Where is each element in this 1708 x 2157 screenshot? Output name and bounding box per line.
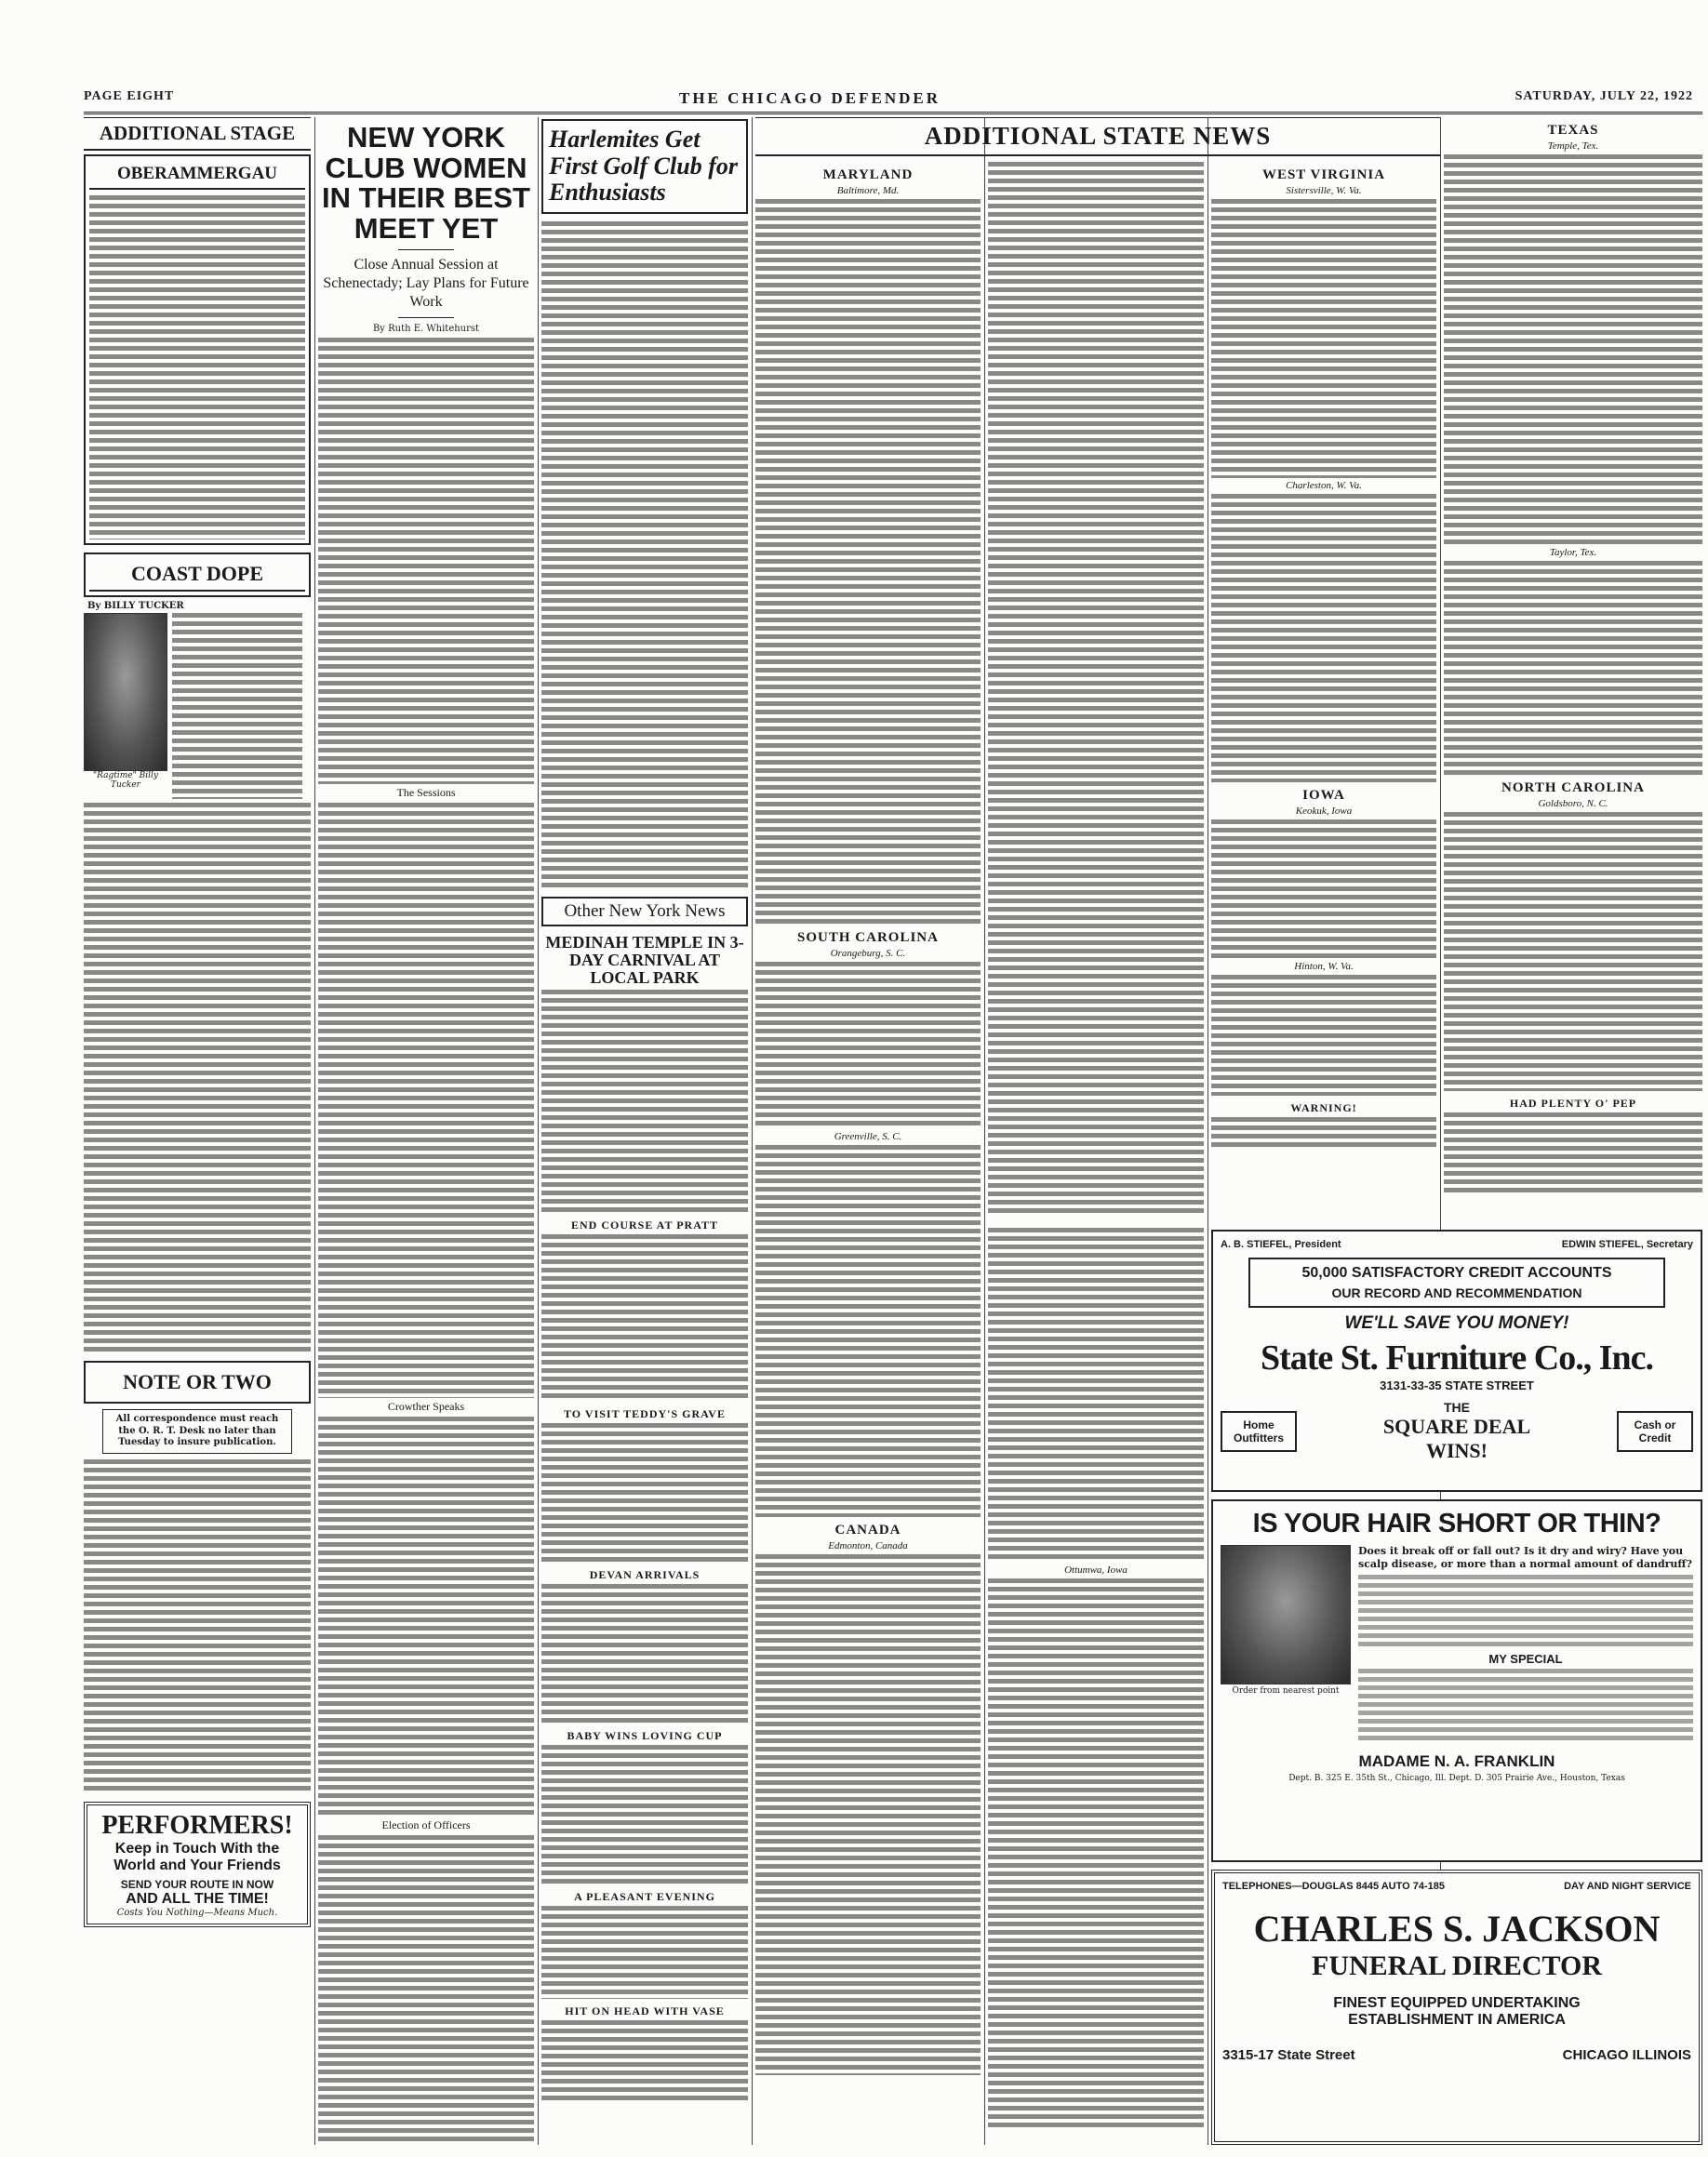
devan-heading: DEVAN ARRIVALS xyxy=(589,1568,701,1582)
maryland-heading: MARYLAND xyxy=(822,167,914,182)
jackson-service: DAY AND NIGHT SERVICE xyxy=(1564,1881,1691,1892)
jackson-phone: TELEPHONES—DOUGLAS 8445 AUTO 74-185 xyxy=(1222,1881,1446,1892)
sc-body xyxy=(755,962,981,1129)
masthead xyxy=(84,86,1702,113)
jackson-ad xyxy=(1211,1870,1702,2145)
maryland-town: Baltimore, Md. xyxy=(836,185,900,196)
franklin-portrait xyxy=(1221,1545,1351,1684)
ottumwa-town: Ottumwa, Iowa xyxy=(1064,1564,1128,1576)
harlem-golf-box xyxy=(541,119,748,214)
column-rule xyxy=(752,117,753,2145)
divider xyxy=(398,317,454,318)
club-women-column xyxy=(318,117,534,2145)
iowa-town: Keokuk, Iowa xyxy=(1295,806,1353,817)
coast-dope-title: COAST DOPE xyxy=(89,558,305,592)
wv-heading: WEST VIRGINIA xyxy=(1261,167,1386,182)
club-women-byline: By Ruth E. Whitehurst xyxy=(372,324,480,335)
furniture-line3: WE'LL SAVE YOU MONEY! xyxy=(1344,1313,1569,1333)
hair-special: MY SPECIAL xyxy=(1488,1651,1563,1666)
had-plenty-body xyxy=(1444,1112,1702,1196)
canada-body xyxy=(755,1554,981,2075)
furniture-left-box: Home Outfitters xyxy=(1221,1411,1297,1452)
page-number: PAGE EIGHT xyxy=(84,89,175,103)
other-ny-news-title: Other New York News xyxy=(541,897,748,926)
maryland-column xyxy=(755,162,981,2143)
evening-body xyxy=(541,1906,748,1999)
note-or-two-title: NOTE OR TWO xyxy=(123,1370,272,1393)
vase-heading: HIT ON HEAD WITH VASE xyxy=(565,2004,725,2018)
lower-state-body-b xyxy=(988,1578,1204,2127)
club-women-body-b xyxy=(318,803,534,1398)
charleston-body xyxy=(1211,494,1436,782)
furniture-mid: WINS! xyxy=(1425,1439,1488,1462)
club-women-subhead: Close Annual Session at Schenectady; Lay Plans for Future Work xyxy=(323,257,529,311)
jackson-line1: FINEST EQUIPPED UNDERTAKING xyxy=(1333,1995,1581,2011)
furniture-address: 3131-33-35 STATE STREET xyxy=(1380,1378,1534,1392)
hair-headline: IS YOUR HAIR SHORT OR THIN? xyxy=(1252,1509,1661,1538)
performers-line: Costs You Nothing—Means Much. xyxy=(116,1907,278,1918)
west-virginia-column xyxy=(1211,162,1436,1222)
section-title-state-news: ADDITIONAL STATE NEWS xyxy=(755,117,1440,156)
hinton-town: Hinton, W. Va. xyxy=(1294,961,1354,972)
hair-name: MADAME N. A. FRANKLIN xyxy=(1358,1751,1555,1770)
officers-heading: Election of Officers xyxy=(381,1818,471,1832)
furniture-ad xyxy=(1211,1230,1702,1492)
baby-heading: BABY WINS LOVING CUP xyxy=(567,1729,723,1743)
jackson-city: CHICAGO ILLINOIS xyxy=(1562,2047,1691,2063)
jackson-line2: ESTABLISHMENT IN AMERICA xyxy=(1348,2012,1566,2028)
greenville-town: Greenville, S. C. xyxy=(834,1131,902,1142)
harlem-golf-headline: Harlemites Get First Golf Club for Enthusiasts xyxy=(549,126,738,206)
medinah-headline: MEDINAH TEMPLE IN 3-DAY CARNIVAL AT LOCAL PARK xyxy=(545,932,744,987)
sc-town: Orangeburg, S. C. xyxy=(830,948,906,959)
teddy-heading: TO VISIT TEDDY'S GRAVE xyxy=(564,1407,726,1421)
sc-heading: SOUTH CAROLINA xyxy=(797,930,939,945)
jackson-title: FUNERAL DIRECTOR xyxy=(1312,1951,1602,1981)
iowa-heading: IOWA xyxy=(1302,788,1345,803)
billy-tucker-photo xyxy=(84,613,167,771)
coast-dope-byline: By BILLY TUCKER xyxy=(87,601,184,611)
masthead-rule xyxy=(84,112,1702,114)
texas-column xyxy=(1444,117,1702,1224)
texas-heading: TEXAS xyxy=(1547,123,1599,138)
club-women-body-d xyxy=(318,1835,534,2145)
teddy-body xyxy=(541,1423,748,1563)
nc-heading: NORTH CAROLINA xyxy=(1501,780,1645,795)
jackson-address: 3315-17 State Street xyxy=(1222,2047,1355,2063)
performers-line: World and Your Friends xyxy=(113,1857,281,1873)
club-women-body-c xyxy=(318,1417,534,1817)
oberammergau-title: OBERAMMERGAU xyxy=(89,160,305,190)
photo-caption: "Ragtime" Billy Tucker xyxy=(93,771,158,790)
coast-dope-body-a xyxy=(172,613,302,799)
coast-dope-body-b xyxy=(84,803,311,1351)
wv-town: Sistersville, W. Va. xyxy=(1286,185,1362,196)
canada-heading: CANADA xyxy=(834,1523,901,1538)
end-course-body xyxy=(541,1234,748,1402)
performers-line: AND ALL THE TIME! xyxy=(126,1890,269,1907)
performers-line: SEND YOUR ROUTE IN NOW xyxy=(120,1877,274,1891)
oberammergau-body xyxy=(89,195,305,539)
taylor-town: Taylor, Tex. xyxy=(1549,547,1597,558)
wv-body xyxy=(1211,199,1436,478)
taylor-body xyxy=(1444,561,1702,775)
hair-ad xyxy=(1211,1499,1702,1862)
lower-state-column xyxy=(988,1228,1204,2139)
harlem-golf-body xyxy=(541,221,748,891)
furniture-mid: SQUARE DEAL xyxy=(1382,1415,1531,1438)
baby-body xyxy=(541,1745,748,1884)
nc-town: Goldsboro, N. C. xyxy=(1538,798,1608,809)
club-women-headline: NEW YORK CLUB WOMEN IN THEIR BEST MEET YET xyxy=(322,121,530,245)
continuation-body xyxy=(988,162,1204,1213)
warning-heading: WARNING! xyxy=(1290,1101,1357,1114)
performers-headline: PERFORMERS! xyxy=(101,1810,293,1840)
end-course-heading: END COURSE AT PRATT xyxy=(570,1218,719,1232)
hair-body-a xyxy=(1358,1575,1693,1649)
coast-dope-box xyxy=(84,553,311,597)
medinah-body xyxy=(541,990,748,1213)
furniture-president: A. B. STIEFEL, President xyxy=(1221,1239,1341,1250)
performers-ad xyxy=(84,1802,311,1927)
had-plenty-heading: HAD PLENTY O' PEP xyxy=(1509,1097,1637,1110)
furniture-mid: THE xyxy=(1444,1400,1470,1415)
note-or-two-box xyxy=(84,1361,311,1404)
furniture-right-box: Cash or Credit xyxy=(1617,1411,1693,1452)
issue-date: SATURDAY, JULY 22, 1922 xyxy=(1515,89,1693,103)
iowa-body xyxy=(1211,819,1436,959)
continuation-column xyxy=(988,162,1204,1222)
devan-body xyxy=(541,1584,748,1724)
club-women-body-a xyxy=(318,338,534,784)
divider xyxy=(398,249,454,250)
furniture-secretary: EDWIN STIEFEL, Secretary xyxy=(1561,1239,1693,1250)
hair-caption: Order from nearest point xyxy=(1232,1686,1340,1696)
evening-heading: A PLEASANT EVENING xyxy=(574,1890,715,1904)
column-rule xyxy=(984,117,985,2145)
performers-line: Keep in Touch With the xyxy=(114,1840,280,1857)
canada-town: Edmonton, Canada xyxy=(828,1540,908,1551)
correspondence-notice: All correspondence must reach the O. R. T. Desk no later than Tuesday to insure publication. xyxy=(102,1409,292,1454)
harlem-column xyxy=(541,117,748,2145)
maryland-body xyxy=(755,199,981,925)
furniture-line1: 50,000 SATISFACTORY CREDIT ACCOUNTS xyxy=(1301,1265,1612,1281)
furniture-name: State St. Furniture Co., Inc. xyxy=(1260,1338,1654,1378)
paper-name: THE CHICAGO DEFENDER xyxy=(679,89,941,107)
oberammergau-box xyxy=(84,154,311,545)
section-title-stage: ADDITIONAL STAGE xyxy=(84,117,311,151)
stage-column xyxy=(84,117,311,2145)
state-news-banner xyxy=(755,117,1440,156)
jackson-name: CHARLES S. JACKSON xyxy=(1253,1908,1661,1950)
charleston-town: Charleston, W. Va. xyxy=(1286,480,1362,491)
column-rule xyxy=(314,117,315,2145)
texas-town: Temple, Tex. xyxy=(1547,140,1599,152)
column-rule xyxy=(538,117,539,2145)
greenville-body xyxy=(755,1145,981,1517)
texas-body xyxy=(1444,154,1702,545)
hair-body-b xyxy=(1358,1669,1693,1743)
lower-state-body-a xyxy=(988,1228,1204,1563)
crowther-heading: Crowther Speaks xyxy=(387,1400,465,1414)
sessions-heading: The Sessions xyxy=(396,786,456,800)
hinton-body xyxy=(1211,975,1436,1096)
furniture-line2: OUR RECORD AND RECOMMENDATION xyxy=(1331,1285,1582,1300)
hair-subline: Does it break off or fall out? Is it dry and wiry? Have you scalp disease, or more than a normal amount of dandruff? xyxy=(1358,1545,1692,1570)
vase-body xyxy=(541,2020,748,2104)
note-or-two-body xyxy=(84,1459,311,1794)
warning-body xyxy=(1211,1117,1436,1151)
hair-address: Dept. B. 325 E. 35th St., Chicago, Ill. Dept. D. 305 Prairie Ave., Houston, Texas xyxy=(1288,1773,1625,1783)
nc-body xyxy=(1444,812,1702,1091)
